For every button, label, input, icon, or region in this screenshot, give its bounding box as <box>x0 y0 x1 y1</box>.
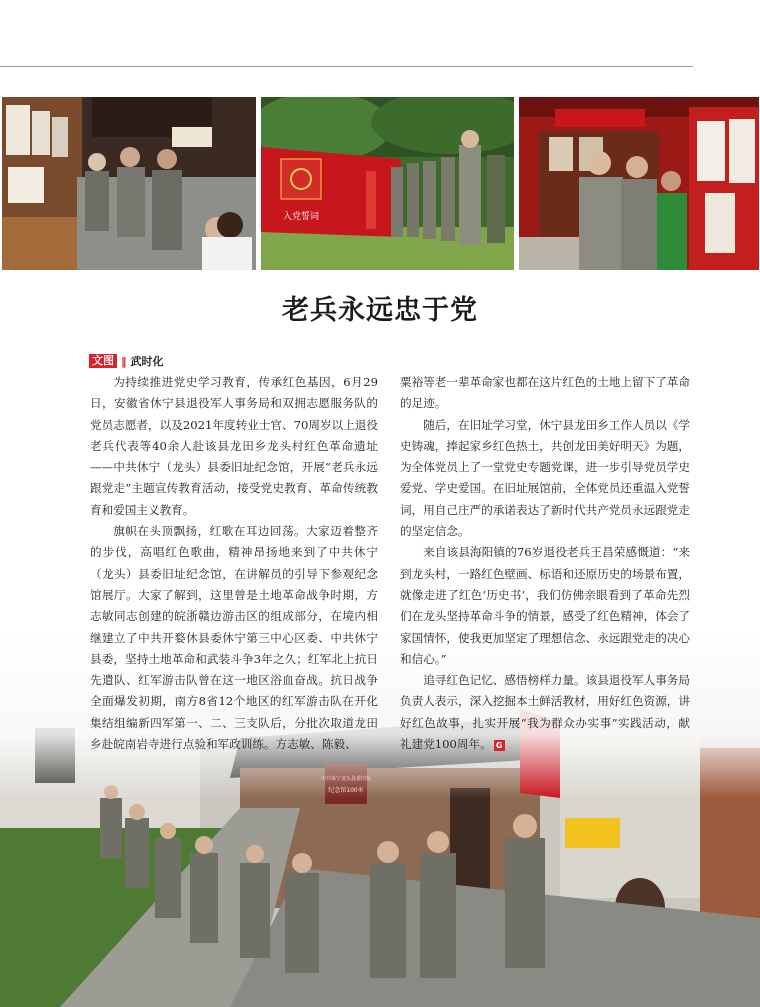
paragraph-4: 来自该县海阳镇的76岁退役老兵王昌荣感慨道：“来到龙头村，一路红色壁画、标语和还原历史的场景布置，就像走进了红色‘历史书’，我们仿佛亲眼看到了革命先烈们在龙头坚持革命斗争的情景，感受了红色精神，体会了家国情怀，使我更加坚定了理想信念、永远跟党走的决心和信心。” <box>400 545 690 666</box>
byline-separator: ‖ <box>121 354 127 368</box>
article-column-left <box>90 372 378 755</box>
author-name: 武时化 <box>130 355 164 368</box>
paragraph-2: 旗帜在头顶飘扬，红歌在耳边回荡。大家迈着整齐的步伐，高唱红色歌曲，精神昂扬地来到了中共休宁（龙头）县委旧址纪念馆，在讲解员的引导下参观纪念馆展厅。大家了解到，这里曾是土地革命战争时期，方志敏同志创建的皖浙赣边游击区的组成部分，在境内相继建立了中共开婺休县委休宁第三中心区委、中共休宁县委，坚持土地革命和武装斗争3年之久；红军北上抗日先遣队、红军游击队曾在这一地区浴血奋战。抗日战争全面爆发初期，南方8省12个地区的红军游击队在开化集结组编新四军第一、二、三支队后，分批次取道龙田乡赴皖南岩寺进行点验和军政训练。方志敏、陈毅、 <box>90 524 378 752</box>
article-column-right <box>400 372 690 755</box>
paragraph-5 <box>400 670 690 755</box>
photo-oath-ceremony <box>261 97 514 270</box>
top-rule <box>0 66 693 67</box>
oath-banner-text: 入党誓词 <box>282 212 320 222</box>
paragraph-3: 随后，在旧址学习堂，休宁县龙田乡工作人员以《学史铸魂，捧起家乡红色热土，共创龙田美好明天》为题，为全体党员上了一堂党史专题党课，进一步引导党员学史爱党、学史爱国。在旧址展馆前，全体党员还重温入党誓词，用自己庄严的承诺表达了新时代共产党员永远跟党走的坚定信念。 <box>400 417 690 539</box>
paragraph-5-text: 追寻红色记忆、感悟榜样力量。该县退役军人事务局负责人表示，深入挖掘本土鲜活教材，用好红色资源，讲好红色故事，扎实开展“我为群众办实事”实践活动，献礼建党100周年。 <box>400 673 690 752</box>
byline-tag: 文图 <box>89 354 117 368</box>
paragraph-1: 为持续推进党史学习教育，传承红色基因，6月29日，安徽省休宁县退役军人事务局和双拥志愿服务队的党员志愿者，以及2021年度转业士官、70周岁以上退役老兵代表等40余人赴该县龙田乡龙头村红色革命遗址——中共休宁（龙头）县委旧址纪念馆，开展“老兵永远跟党走”主题宣传教育活动，接受党史教育、革命传统教育和爱国主义教育。 <box>90 375 378 517</box>
photo-exhibition-visit <box>2 97 256 270</box>
photo-reading-wall <box>519 97 759 270</box>
byline <box>89 353 164 369</box>
article-title: 老兵永远忠于党 <box>282 295 478 326</box>
end-mark-icon: G <box>494 740 505 751</box>
paragraph-2-continuation: 粟裕等老一辈革命家也都在这片红色的土地上留下了革命的足迹。 <box>400 375 690 411</box>
